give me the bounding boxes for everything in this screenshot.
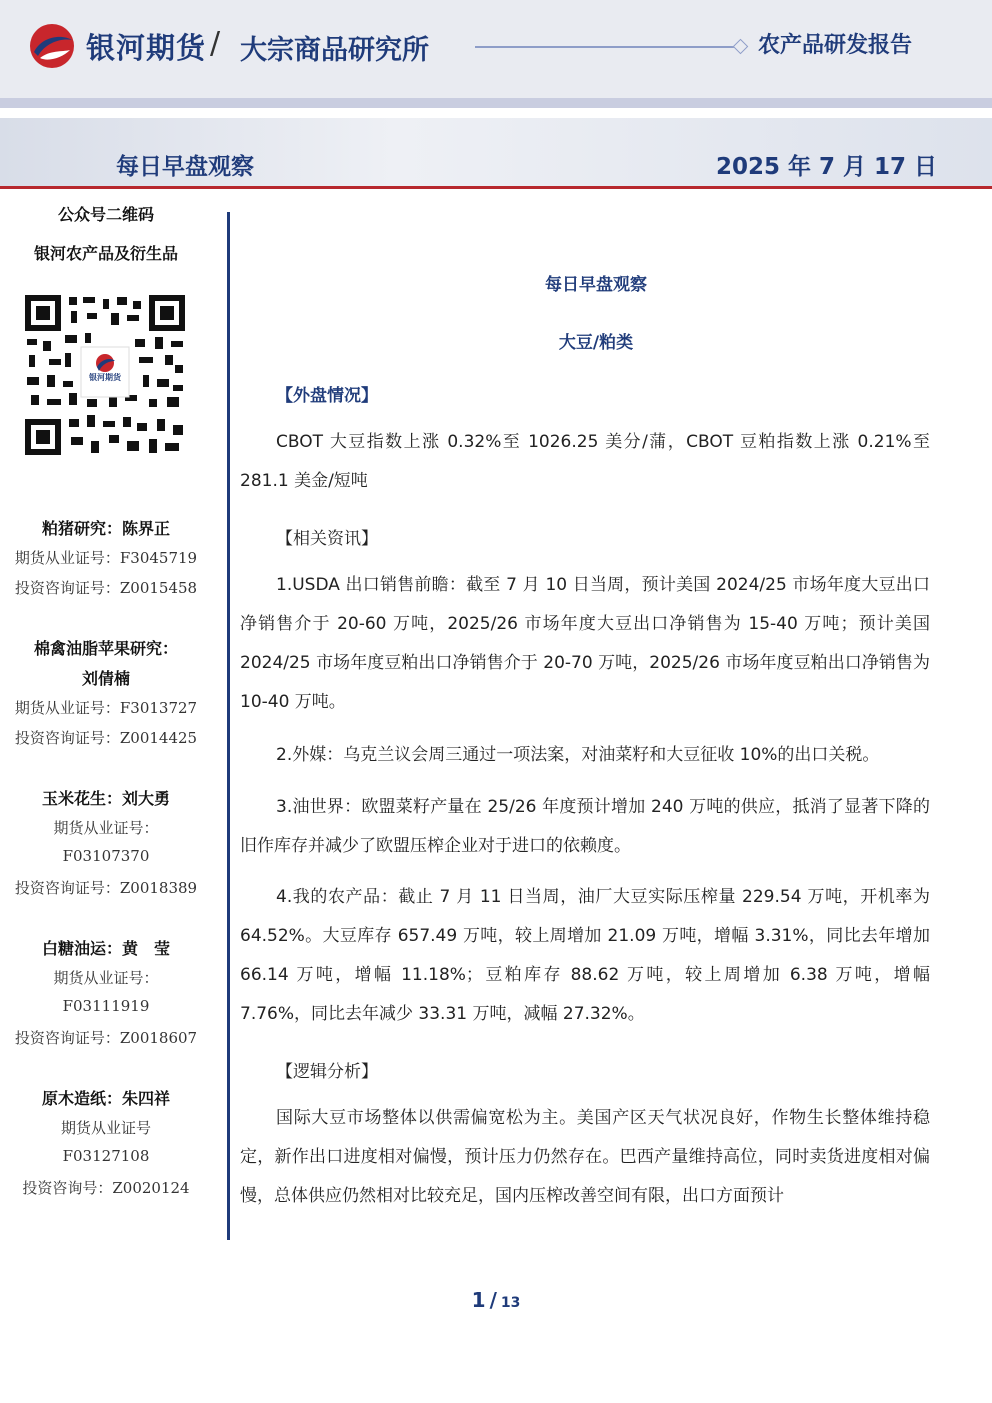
analyst-2-invest-cert: 投资咨询证号：Z0014425: [14, 729, 198, 747]
banner-stripe: [0, 186, 992, 189]
page-number: [0, 1288, 992, 1312]
analyst-3-invest-cert: 投资咨询证号：Z0018389: [14, 879, 198, 897]
paragraph-news-3: 3.油世界：欧盟菜籽产量在 25/26 年度预计增加 240 万吨的供应，抵消了显著下降的旧作库存并减少了欧盟压榨企业对于进口的依赖度。: [240, 797, 930, 856]
qr-label: 公众号二维码: [57, 205, 154, 224]
institute-name: 大宗商品研究所: [240, 35, 429, 66]
banner-title: 每日早盘观察: [116, 154, 254, 180]
column-divider: [227, 212, 230, 1240]
company-name: 银河期货: [86, 31, 207, 65]
page-current: 1: [471, 1288, 486, 1312]
analyst-4-futures-label: 期货从业证号：: [53, 969, 159, 987]
paragraph-news-4: 4.我的农产品：截止 7 月 11 日当周，油厂大豆实际压榨量 229.54 万吨，开机率为 64.52%。大豆库存 657.49 万吨，较上周增加 21.09 万吨，增幅 3.31%，同比去年增加 66.14 万吨，增幅 11.18%；豆粕库存 88.62 万吨，较上周增加 6.38 万吨，增幅 7.76%，同比去年减少 33.31 万吨，减幅 27.32%。: [240, 887, 930, 1024]
analyst-4-name: 白糖油运：黄 莹: [41, 939, 170, 958]
analyst-1-name: 粕猪研究：陈界正: [41, 519, 170, 538]
analyst-3-futures-no: F03107370: [62, 847, 150, 865]
section-news: 【相关资讯】: [276, 529, 378, 549]
analyst-4-invest-cert: 投资咨询证号：Z0018607: [14, 1029, 198, 1047]
paragraph-news-1: 1.USDA 出口销售前瞻：截至 7 月 10 日当周，预计美国 2024/25 市场年度大豆出口净销售介于 20-60 万吨，2025/26 市场年度大豆出口净销售为 15-40 万吨；预计美国 2024/25 市场年度豆粕出口净销售介于 20-70 万吨，2025/26 市场年度豆粕出口净销售为 10-40 万吨。: [240, 575, 930, 712]
header-slash: /: [210, 26, 221, 61]
analyst-5-futures-label: 期货从业证号: [60, 1119, 151, 1137]
galaxy-logo-icon: [28, 22, 76, 70]
analyst-3-futures-label: 期货从业证号：: [53, 819, 159, 837]
page-total: 13: [500, 1295, 521, 1311]
analyst-2-futures-cert: 期货从业证号：F3013727: [14, 699, 198, 717]
analyst-2-name: 刘倩楠: [81, 669, 130, 688]
qr-caption: 银河农产品及衍生品: [33, 244, 178, 263]
paragraph-news-2: 2.外媒：乌克兰议会周三通过一项法案，对油菜籽和大豆征收 10%的出口关税。: [276, 745, 880, 765]
analyst-1-invest-cert: 投资咨询证号：Z0015458: [14, 579, 198, 597]
analyst-3-name: 玉米花生：刘大勇: [41, 789, 170, 808]
page-separator: /: [489, 1288, 497, 1312]
paragraph-analysis: 国际大豆市场整体以供需偏宽松为主。美国产区天气状况良好，作物生长整体维持稳定，新作出口进度相对偏慢，预计压力仍然存在。巴西产量维持高位，同时卖货进度相对偏慢，总体供应仍然相对比较充足，国内压榨改善空间有限，出口方面预计: [240, 1108, 930, 1206]
section-overseas: 【外盘情况】: [276, 386, 378, 406]
content-subtitle: 大豆/粕类: [558, 333, 634, 353]
header-band: [0, 98, 992, 108]
content-title: 每日早盘观察: [545, 275, 647, 295]
qr-logo-text: 银河期货: [89, 373, 121, 382]
analyst-4-futures-no: F03111919: [62, 997, 150, 1015]
analyst-5-invest-cert: 投资咨询号：Z0020124: [22, 1179, 190, 1197]
analyst-5-futures-no: F03127108: [62, 1147, 150, 1165]
paragraph-overseas: CBOT 大豆指数上涨 0.32%至 1026.25 美分/蒲，CBOT 豆粕指数上涨 0.21%至 281.1 美金/短吨: [240, 432, 930, 491]
analyst-2-role: 棉禽油脂苹果研究：: [33, 639, 178, 658]
header-rule: [475, 46, 737, 48]
banner-date: 2025 年 7 月 17 日: [716, 154, 938, 180]
report-type: 农产品研发报告: [758, 33, 913, 58]
section-analysis: 【逻辑分析】: [276, 1062, 378, 1082]
analyst-1-futures-cert: 期货从业证号：F3045719: [14, 549, 198, 567]
analyst-5-name: 原木造纸：朱四祥: [41, 1089, 170, 1108]
